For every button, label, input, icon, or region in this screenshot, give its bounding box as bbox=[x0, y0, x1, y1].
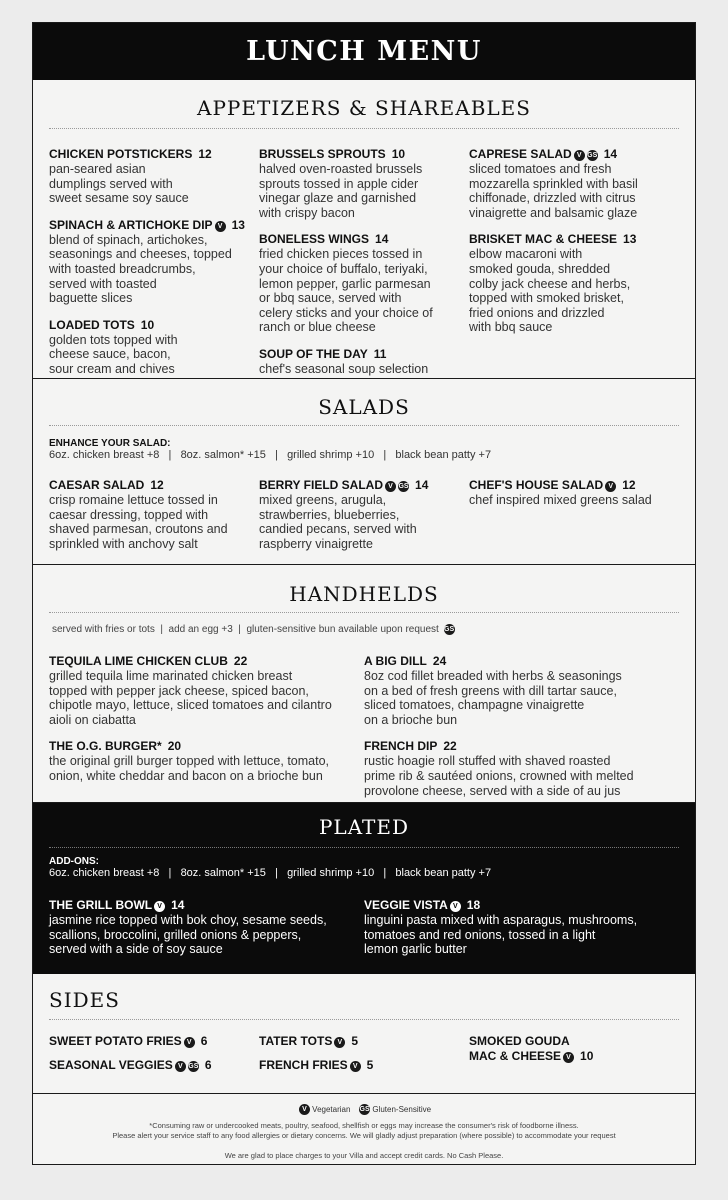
item-description: golden tots topped with bbox=[49, 332, 178, 347]
gluten-sensitive-icon: GS bbox=[398, 483, 409, 490]
handhelds-title: HANDHELDS bbox=[289, 582, 439, 606]
item-name-line bbox=[469, 232, 679, 247]
vegetarian-icon: V bbox=[215, 221, 226, 232]
item-description: scallions, broccolini, grilled onions & peppers, bbox=[49, 927, 302, 942]
item-price: 6 bbox=[200, 1034, 208, 1048]
item-name-line bbox=[364, 739, 679, 754]
item-name: TATER TOTS bbox=[259, 1034, 333, 1048]
item-name: SOUP OF THE DAY bbox=[259, 346, 368, 361]
item-description: fried onions and drizzled bbox=[469, 305, 605, 320]
menu-item bbox=[364, 898, 679, 957]
gluten-sensitive-icon: GS bbox=[359, 1106, 370, 1113]
item-price: 14 bbox=[375, 232, 389, 247]
item-description: chef's seasonal soup selection bbox=[259, 361, 429, 376]
item-description: colby jack cheese and herbs, bbox=[469, 276, 631, 291]
item-name-line bbox=[49, 898, 364, 913]
item-name: CHEF'S HOUSE SALAD bbox=[469, 478, 604, 492]
item-name-line bbox=[259, 147, 469, 162]
salads-title: SALADS bbox=[318, 395, 410, 419]
item-price: 13 bbox=[623, 232, 637, 247]
item-description: lemon garlic butter bbox=[364, 942, 467, 957]
addons-label: ADD-ONS: bbox=[49, 856, 99, 867]
plated-title: PLATED bbox=[318, 815, 410, 839]
item-description: chiffonade, drizzled with citrus bbox=[469, 191, 636, 206]
item-name-line bbox=[49, 147, 259, 162]
salad-items bbox=[33, 478, 695, 563]
item-name: SEASONAL VEGGIES bbox=[49, 1058, 173, 1072]
item-price: 11 bbox=[373, 346, 387, 361]
item-description: seasonings and cheeses, topped bbox=[49, 247, 232, 262]
item-description: fried chicken pieces tossed in bbox=[259, 247, 423, 262]
item-name: BRUSSELS SPROUTS bbox=[259, 147, 386, 161]
item-name: CAESAR SALAD bbox=[49, 478, 145, 492]
sides-col-1 bbox=[49, 1034, 259, 1082]
handhelds-note-text: served with fries or tots | add an egg +3 | gluten-sensitive bun available upon request bbox=[52, 624, 439, 635]
vegetarian-icon: V bbox=[299, 1104, 310, 1115]
item-description: candied pecans, served with bbox=[259, 522, 417, 537]
item-name-line bbox=[259, 478, 469, 493]
menu-item bbox=[469, 147, 679, 220]
item-description: with toasted breadcrumbs, bbox=[49, 261, 196, 276]
menu-item bbox=[49, 739, 364, 783]
addons-options: 6oz. chicken breast +8 | 8oz. salmon* +15 | grilled shrimp +10 | black bean patty +7 bbox=[49, 867, 492, 879]
vegetarian-icon: V bbox=[184, 1037, 195, 1048]
item-price: 22 bbox=[443, 739, 457, 754]
sides-title: SIDES bbox=[49, 988, 120, 1012]
enhance-label: ENHANCE YOUR SALAD: bbox=[49, 438, 171, 449]
menu-item bbox=[49, 1058, 259, 1073]
gluten-sensitive-label: Gluten-Sensitive bbox=[372, 1105, 432, 1114]
item-name-line bbox=[364, 654, 679, 669]
item-description: sour cream and chives bbox=[49, 361, 175, 376]
item-description: mixed greens, arugula, bbox=[259, 493, 387, 507]
item-name-line bbox=[259, 232, 469, 247]
appetizers-col-3 bbox=[469, 147, 679, 389]
menu-item bbox=[49, 218, 259, 306]
gluten-sensitive-icon: GS bbox=[188, 1063, 199, 1070]
item-name-line bbox=[259, 1034, 469, 1049]
sides-col-3 bbox=[469, 1034, 679, 1082]
item-price: 5 bbox=[351, 1034, 359, 1048]
item-name-line bbox=[469, 1049, 679, 1064]
menu-frame bbox=[32, 22, 696, 1165]
item-description: 8oz cod fillet breaded with herbs & seasonings bbox=[364, 669, 622, 683]
salad-col-1 bbox=[49, 478, 259, 563]
item-price: 14 bbox=[415, 478, 429, 492]
item-price: 12 bbox=[198, 147, 212, 161]
item-description: jasmine rice topped with bok choy, sesame seeds, bbox=[49, 913, 327, 927]
item-description: sweet sesame soy sauce bbox=[49, 191, 189, 206]
menu-item bbox=[49, 654, 364, 727]
item-price: 14 bbox=[171, 898, 185, 912]
item-description: dumplings served with bbox=[49, 176, 173, 191]
item-name-line bbox=[469, 1034, 679, 1049]
item-description: crisp romaine lettuce tossed in bbox=[49, 493, 218, 507]
enhance-options: 6oz. chicken breast +8 | 8oz. salmon* +15 | grilled shrimp +10 | black bean patty +7 bbox=[49, 449, 492, 461]
item-description: strawberries, blueberries, bbox=[259, 507, 400, 522]
item-description: pan-seared asian bbox=[49, 162, 146, 176]
menu-item bbox=[49, 478, 259, 551]
vegetarian-icon: V bbox=[350, 1061, 361, 1072]
menu-item bbox=[469, 232, 679, 335]
item-name: TEQUILA LIME CHICKEN CLUB bbox=[49, 654, 228, 668]
menu-item bbox=[259, 347, 469, 377]
item-name: SMOKED GOUDA bbox=[469, 1034, 570, 1048]
appetizers-section bbox=[33, 80, 695, 379]
item-description: ranch or blue cheese bbox=[259, 320, 376, 335]
disclaimer-line-2: Please alert your service staff to any food allergies or dietary concerns. We will gladly adjust preparation (where possible) to accommodate your request bbox=[112, 1131, 616, 1140]
item-price: 12 bbox=[150, 478, 164, 492]
gluten-sensitive-icon: GS bbox=[587, 152, 598, 159]
item-name: BERRY FIELD SALAD bbox=[259, 478, 384, 492]
menu-item bbox=[49, 147, 259, 206]
payment-note: We are glad to place charges to your Villa and accept credit cards. No Cash Please. bbox=[224, 1151, 504, 1160]
item-description: smoked gouda, shredded bbox=[469, 261, 611, 276]
item-description: cheese sauce, bacon, bbox=[49, 347, 171, 362]
item-description: sliced tomatoes, champagne vinaigrette bbox=[364, 698, 585, 713]
item-description: or bbq sauce, served with bbox=[259, 291, 402, 306]
item-description: prime rib & sautéed onions, crowned with melted bbox=[364, 768, 634, 783]
item-price: 20 bbox=[167, 739, 182, 754]
item-name-line bbox=[364, 898, 679, 913]
item-name: BRISKET MAC & CHEESE bbox=[469, 232, 618, 247]
item-description: with bbq sauce bbox=[469, 320, 553, 335]
vegetarian-icon: V bbox=[450, 901, 461, 912]
vegetarian-label: Vegetarian bbox=[312, 1105, 351, 1114]
item-description: mozzarella sprinkled with basil bbox=[469, 176, 638, 191]
item-name-line bbox=[49, 318, 259, 333]
item-description: served with a side of soy sauce bbox=[49, 942, 223, 957]
menu-item bbox=[259, 232, 469, 335]
disclaimer-line-1: *Consuming raw or undercooked meats, poultry, seafood, shellfish or eggs may increase the consumer's risk of foodborne illness. bbox=[149, 1121, 579, 1130]
menu-item bbox=[259, 478, 469, 551]
item-name-line bbox=[49, 1034, 259, 1049]
item-name: VEGGIE VISTA bbox=[364, 898, 448, 912]
item-description: rustic hoagie roll stuffed with shaved roasted bbox=[364, 754, 611, 769]
appetizers-col-2 bbox=[259, 147, 469, 389]
plated-col-2 bbox=[364, 898, 679, 969]
item-name-line bbox=[49, 218, 259, 233]
item-description: sprinkled with anchovy salt bbox=[49, 536, 198, 551]
footer bbox=[33, 1094, 695, 1161]
item-description: aioli on ciabatta bbox=[49, 712, 136, 727]
menu-item bbox=[364, 739, 679, 798]
item-name-line bbox=[49, 1058, 259, 1073]
item-description: on a brioche bun bbox=[364, 712, 458, 727]
item-name-line bbox=[469, 147, 679, 162]
menu-item bbox=[469, 1049, 679, 1064]
menu-item bbox=[259, 147, 469, 220]
item-description: elbow macaroni with bbox=[469, 247, 583, 262]
item-name-line bbox=[49, 654, 364, 669]
item-name: THE GRILL BOWL bbox=[49, 898, 153, 912]
vegetarian-icon: V bbox=[385, 481, 396, 492]
vegetarian-icon: V bbox=[563, 1052, 574, 1063]
item-price: 14 bbox=[603, 147, 618, 161]
item-description: served with toasted bbox=[49, 276, 157, 291]
item-description: the original grill burger topped with lettuce, tomato, bbox=[49, 754, 330, 769]
item-price: 24 bbox=[432, 654, 447, 668]
item-description: halved oven-roasted brussels bbox=[259, 162, 423, 176]
item-description: chef inspired mixed greens salad bbox=[469, 493, 652, 507]
menu-item bbox=[259, 1058, 469, 1073]
item-name: FRENCH DIP bbox=[364, 739, 438, 754]
menu-item bbox=[469, 478, 679, 508]
menu-item bbox=[364, 654, 679, 727]
item-description: chipotle mayo, lettuce, sliced tomatoes and cilantro bbox=[49, 698, 332, 713]
item-description: provolone cheese, served with a side of au jus bbox=[364, 783, 621, 798]
item-description: grilled tequila lime marinated chicken breast bbox=[49, 669, 293, 683]
item-price: 10 bbox=[580, 1049, 594, 1063]
item-name: CHICKEN POTSTICKERS bbox=[49, 147, 193, 161]
item-name: A BIG DILL bbox=[364, 654, 427, 668]
item-description: blend of spinach, artichokes, bbox=[49, 232, 208, 247]
item-description: vinegar glaze and garnished bbox=[259, 191, 417, 206]
menu-item bbox=[49, 898, 364, 957]
appetizers-col-1 bbox=[49, 147, 259, 389]
menu-item bbox=[49, 318, 259, 377]
vegetarian-icon: V bbox=[574, 150, 585, 161]
plated-col-1 bbox=[49, 898, 364, 969]
sides-col-2 bbox=[259, 1034, 469, 1082]
item-name: FRENCH FRIES bbox=[259, 1058, 348, 1072]
item-description: caesar dressing, topped with bbox=[49, 507, 209, 522]
item-price: 10 bbox=[140, 317, 155, 332]
item-name-line bbox=[469, 478, 679, 493]
item-description: topped with pepper jack cheese, spiced bacon, bbox=[49, 683, 309, 698]
item-description: vinaigrette and balsamic glaze bbox=[469, 205, 638, 220]
item-price: 12 bbox=[622, 478, 636, 492]
gluten-sensitive-icon: GS bbox=[444, 626, 455, 633]
item-name: SWEET POTATO FRIES bbox=[49, 1034, 182, 1048]
item-price: 18 bbox=[466, 898, 481, 912]
item-description: shaved parmesan, croutons and bbox=[49, 522, 228, 537]
menu-item bbox=[49, 1034, 259, 1049]
item-price: 13 bbox=[231, 217, 245, 232]
vegetarian-icon: V bbox=[175, 1061, 186, 1072]
item-price: 10 bbox=[391, 147, 406, 161]
divider bbox=[49, 128, 679, 129]
menu-title: LUNCH MENU bbox=[246, 36, 482, 67]
item-description: with crispy bacon bbox=[259, 205, 355, 220]
divider bbox=[49, 1019, 679, 1020]
item-description: raspberry vinaigrette bbox=[259, 536, 373, 551]
title-banner bbox=[33, 23, 695, 80]
item-name: MAC & CHEESE bbox=[469, 1049, 562, 1063]
item-description: tomatoes and red onions, tossed in a light bbox=[364, 927, 596, 942]
item-description: lemon pepper, garlic parmesan bbox=[259, 276, 431, 291]
vegetarian-icon: V bbox=[334, 1037, 345, 1048]
plated-section bbox=[33, 803, 695, 974]
item-description: sliced tomatoes and fresh bbox=[469, 162, 612, 176]
handhelds-note bbox=[33, 613, 695, 644]
disclaimer bbox=[33, 1121, 695, 1141]
item-name: BONELESS WINGS bbox=[259, 232, 370, 247]
vegetarian-icon: V bbox=[154, 901, 165, 912]
item-description: on a bed of fresh greens with dill tartar sauce, bbox=[364, 683, 617, 698]
appetizers-title: APPETIZERS & SHAREABLES bbox=[197, 96, 531, 120]
item-name: CAPRESE SALAD bbox=[469, 147, 572, 161]
item-name: LOADED TOTS bbox=[49, 317, 135, 332]
item-price: 6 bbox=[204, 1058, 212, 1072]
item-description: topped with smoked brisket, bbox=[469, 291, 624, 306]
salad-col-3 bbox=[469, 478, 679, 563]
item-name-line bbox=[259, 347, 469, 362]
item-name-line bbox=[259, 1058, 469, 1073]
item-name: SPINACH & ARTICHOKE DIP bbox=[49, 217, 213, 232]
item-description: baguette slices bbox=[49, 291, 133, 306]
menu-item bbox=[469, 1034, 679, 1049]
item-name-line bbox=[49, 739, 364, 754]
item-price: 22 bbox=[233, 654, 248, 668]
item-price: 5 bbox=[366, 1058, 374, 1072]
badge-legend bbox=[33, 1104, 695, 1115]
handhelds-section bbox=[33, 565, 695, 803]
salads-section bbox=[33, 379, 695, 565]
item-description: sprouts tossed in apple cider bbox=[259, 176, 419, 191]
item-name-line bbox=[49, 478, 259, 493]
sides-section bbox=[33, 974, 695, 1094]
handhelds-col-2 bbox=[364, 654, 679, 810]
salad-col-2 bbox=[259, 478, 469, 563]
vegetarian-icon: V bbox=[605, 481, 616, 492]
handhelds-col-1 bbox=[49, 654, 364, 810]
menu-item bbox=[259, 1034, 469, 1049]
item-description: linguini pasta mixed with asparagus, mushrooms, bbox=[364, 913, 638, 927]
item-description: onion, white cheddar and bacon on a brioche bun bbox=[49, 768, 323, 783]
item-description: your choice of buffalo, teriyaki, bbox=[259, 261, 428, 276]
item-description: celery sticks and your choice of bbox=[259, 305, 433, 320]
item-name: THE O.G. BURGER* bbox=[49, 739, 162, 754]
